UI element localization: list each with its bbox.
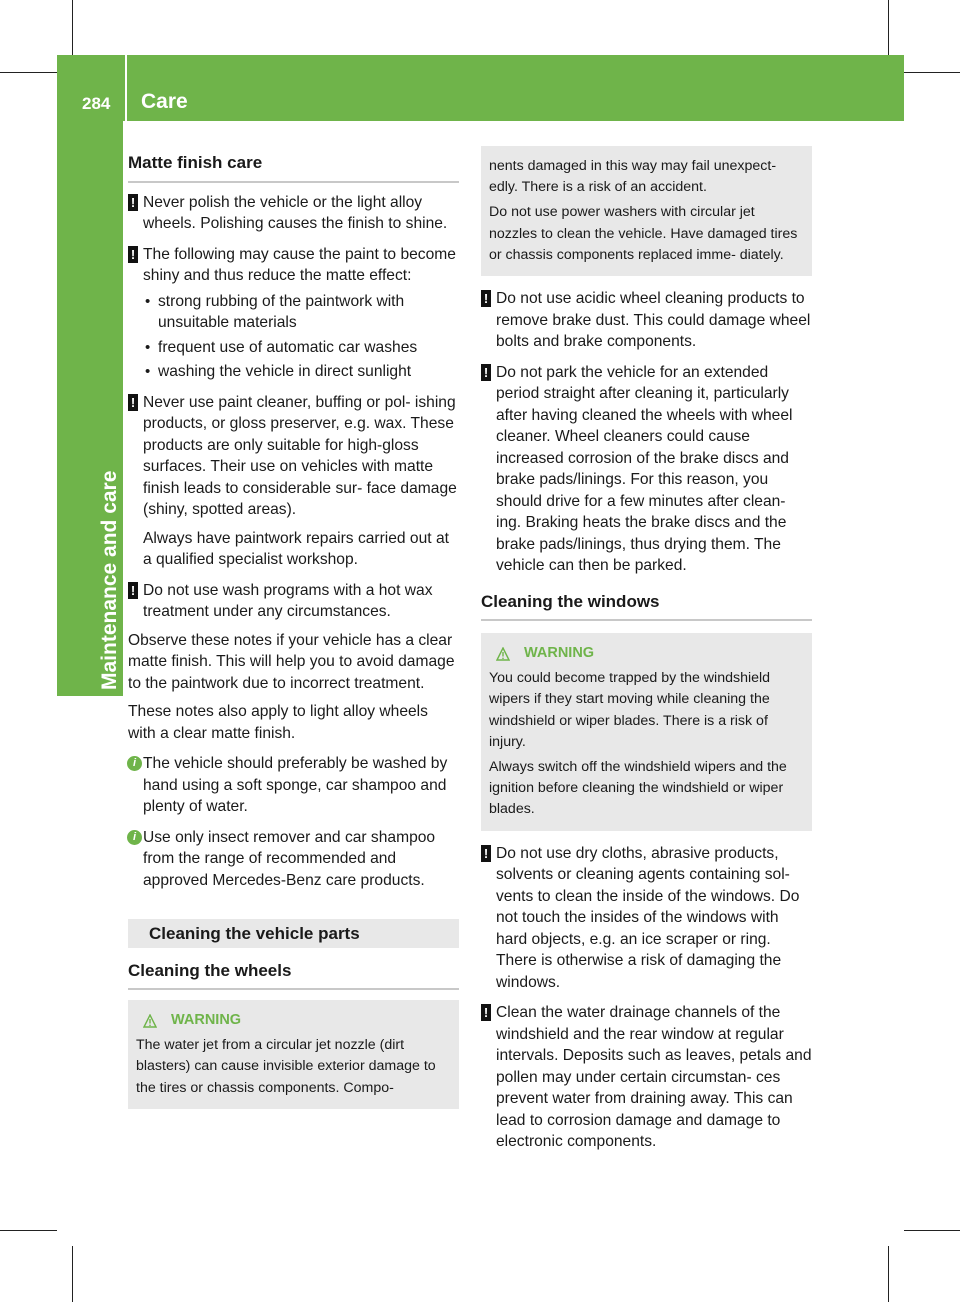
list-item: • washing the vehicle in direct sunlight [143,361,459,383]
crop-mark [888,0,889,57]
warning-triangle-icon [143,1014,157,1028]
warning-text: nents damaged in this way may fail unexpect- edly. There is a risk of an accident. [489,158,777,196]
exclamation-icon: ! [481,1004,491,1021]
warning-text: Always switch off the windshield wipers and the ignition before cleaning the windshield or wiper blades. [489,759,787,818]
note-text: Do not use acidic wheel cleaning products to remove brake dust. This could damage wheel bolts and brake components. [496,290,811,351]
note-text: Do not use wash programs with a hot wax treatment under any circumstances. [143,581,433,620]
note-text: Do not park the vehicle for an extended period straight after cleaning it, particularly after having cleaned the wheels with wheel cleaner. Wheel cleaners could cause increased corrosion of the brake discs and brake pads/linings. For this reason, you should drive for a few minutes after clean- ing. Braking heats the brake discs and the brake pads/linings, thus drying them. The vehicle can then be parked. [496,363,793,575]
exclamation-icon: ! [128,246,138,263]
info-icon: i [127,756,142,771]
heading-cleaning-windows: Cleaning the windows [481,591,812,622]
crop-mark [888,1246,889,1302]
crop-mark [904,1230,960,1231]
heading-cleaning-wheels: Cleaning the wheels [128,960,459,991]
info-icon: i [127,830,142,845]
warning-title: WARNING [489,643,804,664]
bullet-icon: • [145,292,151,310]
note-text: Clean the water drainage channels of the windshield and the rear window at regular intervals. Deposits such as leaves, petals and pollen may under certain circumstan- ces prevent water from draining away. This can lead to corrosion damage and damage to electronic components. [496,1004,812,1151]
warning-box [128,1000,459,1109]
warning-triangle-icon [496,647,510,661]
list-item: • strong rubbing of the paintwork with unsuitable materials [145,292,405,331]
crop-mark [72,1246,73,1302]
exclamation-icon: ! [481,290,491,307]
exclamation-icon: ! [128,394,138,411]
header-separator [125,55,127,121]
note-item [128,392,459,571]
note-item [128,244,459,287]
exclamation-icon: ! [481,364,491,381]
warning-box-continued [481,146,812,276]
list-item: • frequent use of automatic car washes [143,337,459,359]
exclamation-icon: ! [128,194,138,211]
paragraph: These notes also apply to light alloy wheels with a clear matte finish. [128,703,428,742]
bullet-list [143,291,459,383]
note-item [481,362,812,577]
note-item [128,580,459,623]
paragraph: Observe these notes if your vehicle has a clear matte finish. This will help you to avoid damage to the paintwork due to incorrect treatment. [128,631,455,692]
note-text: Do not use dry cloths, abrasive products, solvents or cleaning agents containing sol- vents to clean the inside of the windows. Do not touch the insides of the windows with hard objects, e.g. an ice scraper or ring. There is otherwise a risk of damaging the windows. [496,844,800,991]
right-column [481,146,812,1153]
info-item [128,753,459,818]
note-text: Always have paintwork repairs carried out at a qualified specialist workshop. [143,529,449,568]
note-item [128,192,459,235]
exclamation-icon: ! [128,582,138,599]
section-title-bar: Cleaning the vehicle parts [128,919,459,948]
info-item [128,827,459,892]
bullet-icon: • [145,363,151,380]
warning-text: The water jet from a circular jet nozzle (dirt blasters) can cause invisible exterior damage to the tires or chassis components. Compo- [136,1037,436,1096]
warning-title: WARNING [136,1010,451,1031]
warning-text: Do not use power washers with circular jet nozzles to clean the vehicle. Have damaged tires or chassis components replaced imme- diately. [489,204,798,263]
info-text: Use only insect remover and car shampoo from the range of recommended and approved Mercedes-Benz care products. [143,828,436,889]
crop-mark [0,72,57,73]
note-item [481,288,812,353]
note-text: Never polish the vehicle or the light alloy wheels. Polishing causes the finish to shine. [143,193,448,232]
note-text: The following may cause the paint to become shiny and thus reduce the matte effect: [143,245,456,284]
note-item [481,1002,812,1153]
bullet-icon: • [145,338,151,356]
warning-box [481,633,812,831]
side-tab-label: Maintenance and care [98,470,121,690]
left-column [128,140,459,1109]
page-number: 284 [82,94,111,113]
warning-text: You could become trapped by the windshield wipers if they start moving while cleaning the windshield or wiper blades. There is a risk of injury. [489,670,771,750]
note-item [481,843,812,994]
crop-mark [904,72,960,73]
note-text: Never use paint cleaner, buffing or pol- ishing products, or gloss preserver, e.g. wax. These products are only suitable for high-gloss surfaces. Their use on vehicles with matte finish leads to considerable sur- face damage (shiny, spotted areas). [143,393,457,518]
crop-mark [0,1230,57,1231]
crop-mark [72,0,73,57]
heading-matte-finish-care: Matte finish care [128,152,459,183]
info-text: The vehicle should preferably be washed by hand using a soft sponge, car shampoo and plenty of water. [143,755,448,815]
exclamation-icon: ! [481,845,491,862]
page-title: Care [141,90,188,113]
